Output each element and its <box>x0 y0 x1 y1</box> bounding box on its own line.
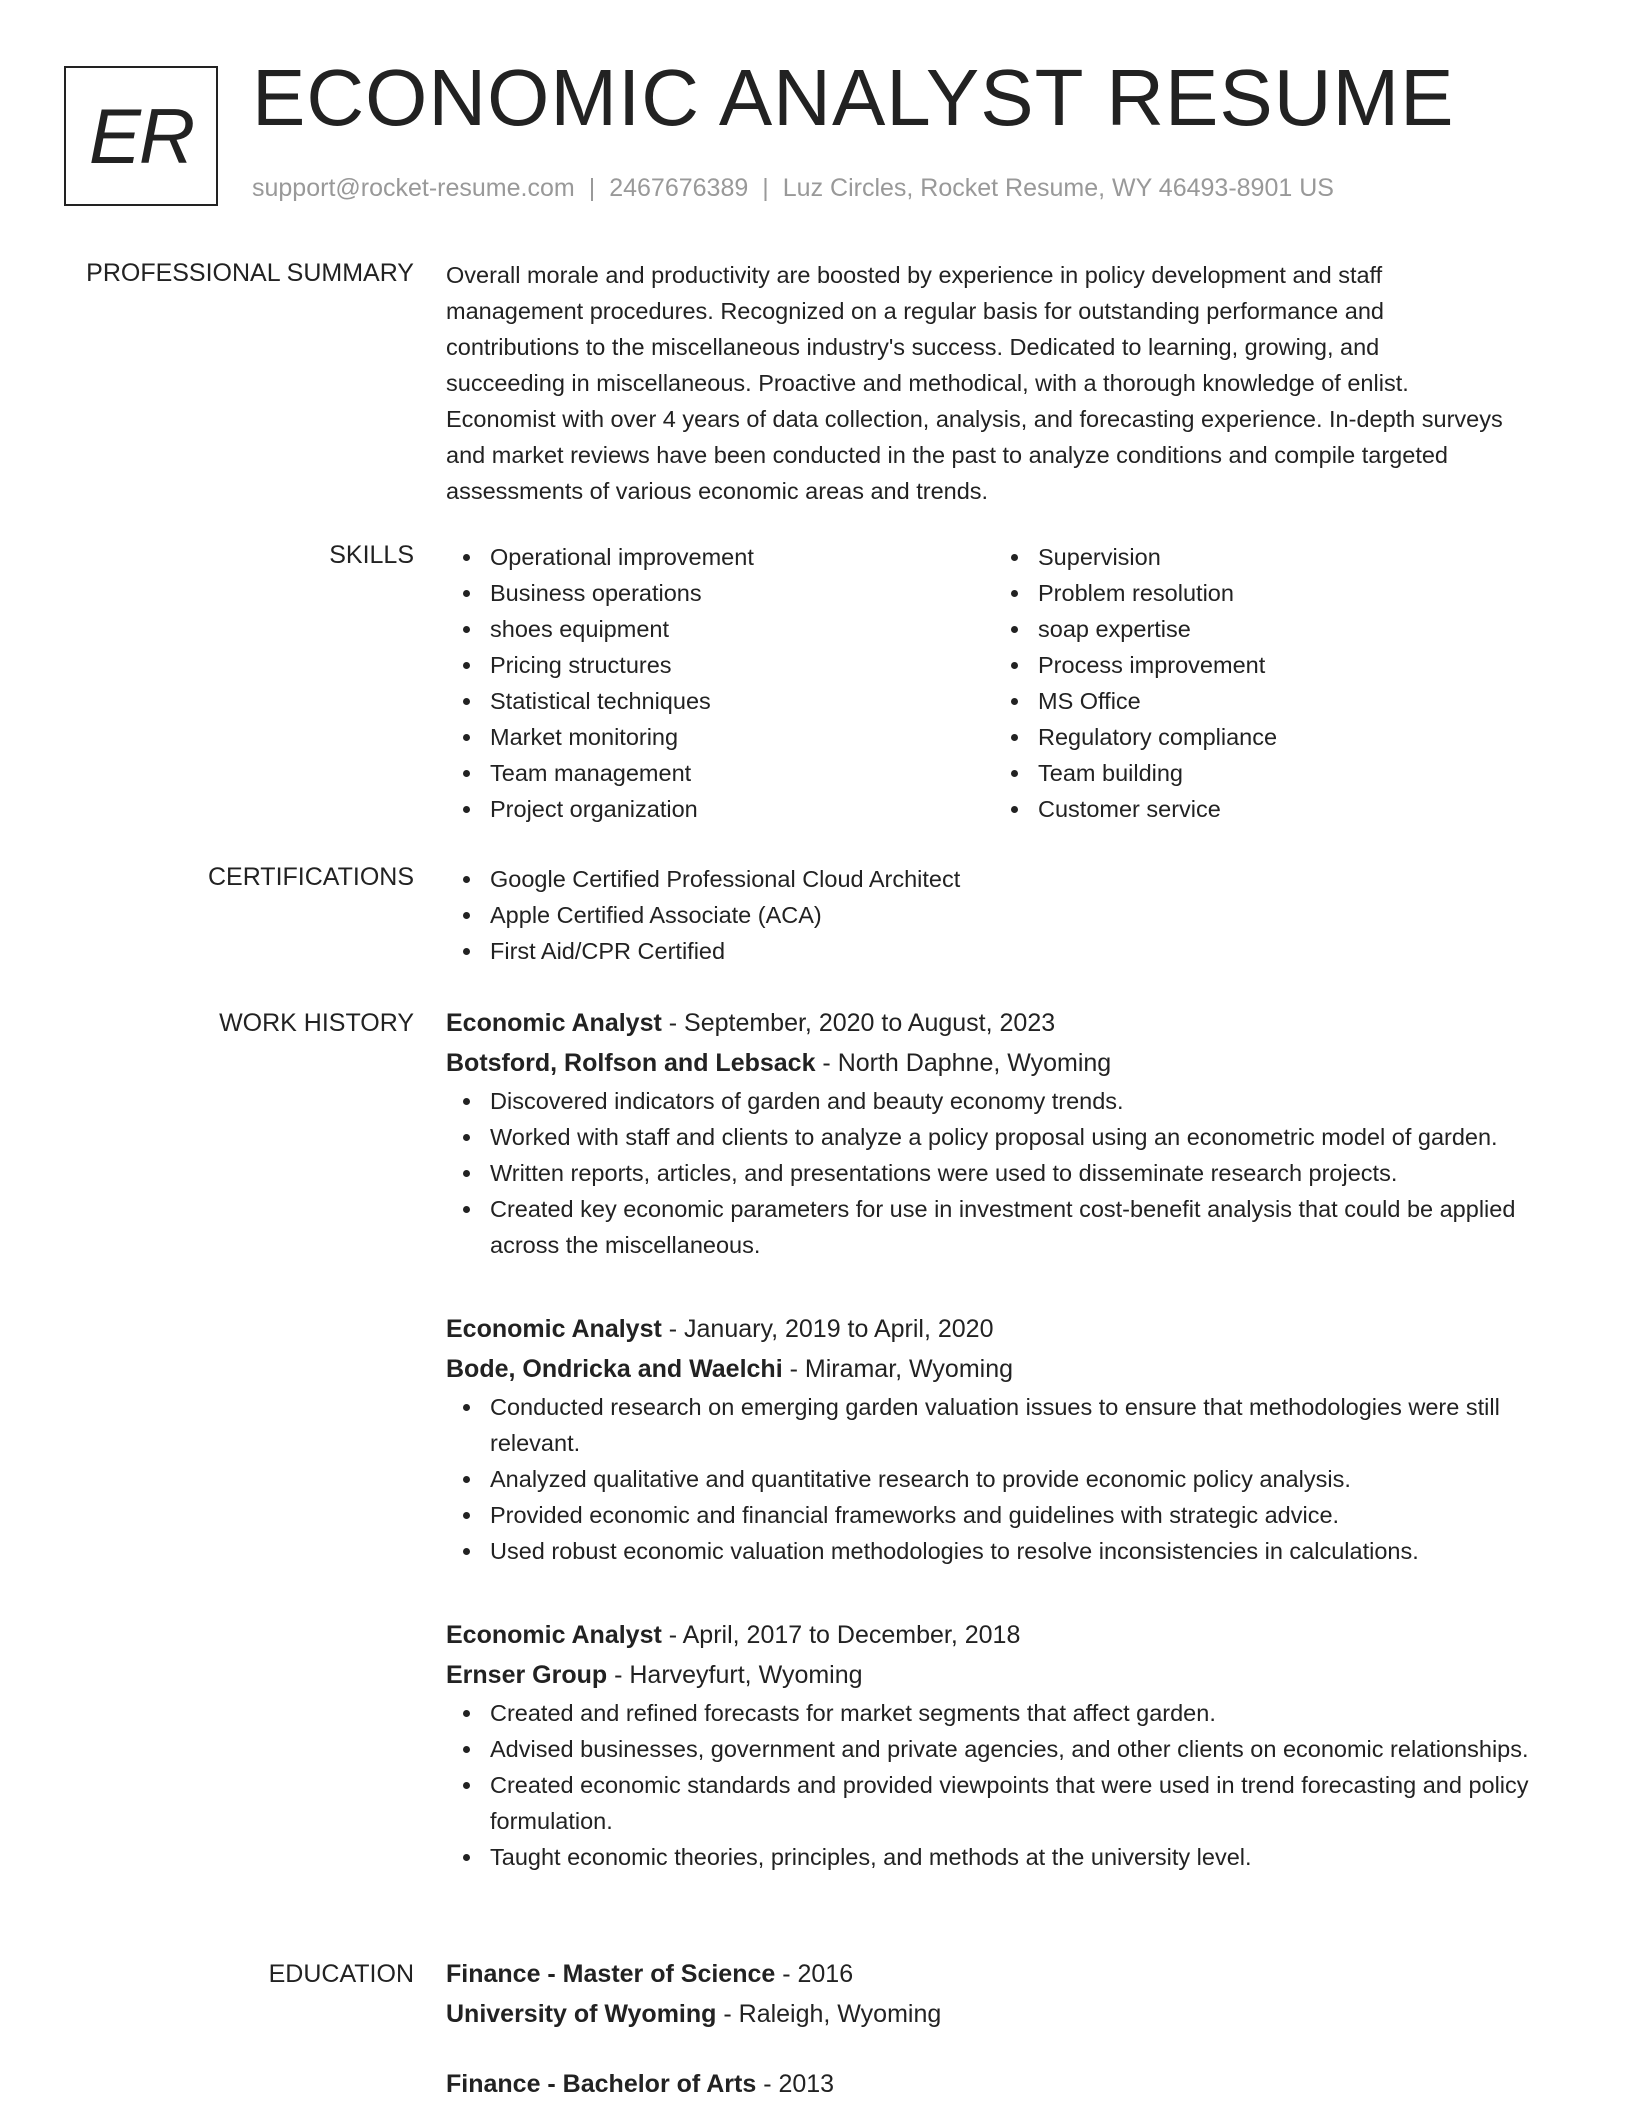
certifications-body <box>446 861 1566 969</box>
contact-address: Luz Circles, Rocket Resume, WY 46493-8901 US <box>782 174 1334 202</box>
education-entry <box>446 1954 1566 2034</box>
job-bullet: Taught economic theories, principles, and methods at the university level. <box>446 1839 1566 1875</box>
skill-item: Team management <box>446 755 994 791</box>
contact-phone[interactable]: 2467676389 <box>609 174 749 202</box>
summary-line: contributions to the miscellaneous industry's success. Dedicated to learning, growing, and <box>446 334 1380 360</box>
job-entry <box>446 1615 1566 1875</box>
contact-email[interactable]: support@rocket-resume.com <box>252 174 575 202</box>
job-bullet: Analyzed qualitative and quantitative research to provide economic policy analysis. <box>446 1461 1566 1497</box>
contact-line <box>252 174 1334 203</box>
job-title-line <box>446 1309 1566 1349</box>
education-degree: Finance - Master of Science <box>446 1960 776 1988</box>
skills-list-left <box>446 539 994 827</box>
monogram-box <box>64 66 218 206</box>
job-bullet: Created economic standards and provided viewpoints that were used in trend forecasting and policy formulation. <box>446 1767 1566 1839</box>
job-bullet: Provided economic and financial frameworks and guidelines with strategic advice. <box>446 1497 1566 1533</box>
summary-line: and market reviews have been conducted in the past to analyze conditions and compile targeted <box>446 442 1448 468</box>
job-bullet: Conducted research on emerging garden valuation issues to ensure that methodologies were still relevant. <box>446 1389 1566 1461</box>
certification-item: Google Certified Professional Cloud Architect <box>446 861 1566 897</box>
job-bullet: Worked with staff and clients to analyze a policy proposal using an econometric model of garden. <box>446 1119 1566 1155</box>
job-bullet: Written reports, articles, and presentations were used to disseminate research projects. <box>446 1155 1566 1191</box>
skill-item: Business operations <box>446 575 994 611</box>
education-location: - Raleigh, Wyoming <box>716 2000 942 2028</box>
skill-item: Process improvement <box>994 647 1542 683</box>
job-bullet: Advised businesses, government and private agencies, and other clients on economic relationships. <box>446 1731 1566 1767</box>
job-entry <box>446 1309 1566 1569</box>
job-location: - North Daphne, Wyoming <box>815 1049 1112 1077</box>
section-label-work-history: WORK HISTORY <box>219 1009 414 1037</box>
skill-item: Team building <box>994 755 1542 791</box>
job-location: - Harveyfurt, Wyoming <box>607 1661 863 1689</box>
job-dates: - April, 2017 to December, 2018 <box>661 1621 1021 1649</box>
job-company: Ernser Group <box>446 1661 608 1689</box>
education-school-line <box>446 1994 1566 2034</box>
certifications-list <box>446 861 1566 969</box>
job-title: Economic Analyst <box>446 1315 662 1343</box>
job-dates: - January, 2019 to April, 2020 <box>661 1315 994 1343</box>
skill-item: MS Office <box>994 683 1542 719</box>
skill-item: Regulatory compliance <box>994 719 1542 755</box>
certification-item: Apple Certified Associate (ACA) <box>446 897 1566 933</box>
skill-item: Market monitoring <box>446 719 994 755</box>
job-bullets <box>446 1083 1566 1263</box>
education-school: University of Wyoming <box>446 2000 717 2028</box>
job-entry <box>446 1003 1566 1263</box>
job-company: Botsford, Rolfson and Lebsack <box>446 1049 816 1077</box>
skills-columns <box>446 539 1566 827</box>
summary-line: Overall morale and productivity are boosted by experience in policy development and staff <box>446 262 1383 288</box>
education-degree: Finance - Bachelor of Arts <box>446 2070 757 2098</box>
skill-item: Pricing structures <box>446 647 994 683</box>
education-entry <box>446 2064 1566 2104</box>
skill-item: Customer service <box>994 791 1542 827</box>
skill-item: soap expertise <box>994 611 1542 647</box>
job-bullet: Created and refined forecasts for market segments that affect garden. <box>446 1695 1566 1731</box>
education-degree-line <box>446 2064 1566 2104</box>
section-label-education: EDUCATION <box>268 1960 414 1988</box>
skill-item: Supervision <box>994 539 1542 575</box>
skill-item: Statistical techniques <box>446 683 994 719</box>
section-label-certifications: CERTIFICATIONS <box>207 863 414 891</box>
summary-text <box>446 257 1566 509</box>
skill-item: Problem resolution <box>994 575 1542 611</box>
certification-item: First Aid/CPR Certified <box>446 933 1566 969</box>
summary-line: management procedures. Recognized on a regular basis for outstanding performance and <box>446 298 1384 324</box>
job-company-line <box>446 1655 1566 1695</box>
job-company-line <box>446 1043 1566 1083</box>
summary-line: assessments of various economic areas and trends. <box>446 478 989 504</box>
section-label-summary: PROFESSIONAL SUMMARY <box>86 259 414 287</box>
education-degree-line <box>446 1954 1566 1994</box>
job-title: Economic Analyst <box>446 1621 662 1649</box>
contact-separator: | <box>762 174 769 202</box>
skill-item: shoes equipment <box>446 611 994 647</box>
job-bullet: Discovered indicators of garden and beauty economy trends. <box>446 1083 1566 1119</box>
monogram-text: ER <box>88 91 194 180</box>
job-title-line <box>446 1003 1566 1043</box>
job-bullet: Used robust economic valuation methodologies to resolve inconsistencies in calculations. <box>446 1533 1566 1569</box>
job-bullets <box>446 1695 1566 1875</box>
skill-item: Project organization <box>446 791 994 827</box>
education-year: - 2016 <box>775 1960 854 1988</box>
summary-line: Economist with over 4 years of data collection, analysis, and forecasting experience. In-depth surveys <box>446 406 1503 432</box>
summary-line: succeeding in miscellaneous. Proactive and methodical, with a thorough knowledge of enlist. <box>446 370 1409 396</box>
education-year: - 2013 <box>756 2070 835 2098</box>
job-title-line <box>446 1615 1566 1655</box>
job-dates: - September, 2020 to August, 2023 <box>661 1009 1056 1037</box>
job-bullet: Created key economic parameters for use in investment cost-benefit analysis that could be applied across the miscellaneous. <box>446 1191 1566 1263</box>
section-label-skills: SKILLS <box>329 541 414 569</box>
skill-item: Operational improvement <box>446 539 994 575</box>
resume-title: ECONOMIC ANALYST RESUME <box>252 53 1455 142</box>
job-title: Economic Analyst <box>446 1009 662 1037</box>
skills-list-right <box>994 539 1542 827</box>
contact-separator: | <box>588 174 596 202</box>
job-location: - Miramar, Wyoming <box>782 1355 1014 1383</box>
job-company: Bode, Ondricka and Waelchi <box>446 1355 783 1383</box>
job-company-line <box>446 1349 1566 1389</box>
job-bullets <box>446 1389 1566 1569</box>
